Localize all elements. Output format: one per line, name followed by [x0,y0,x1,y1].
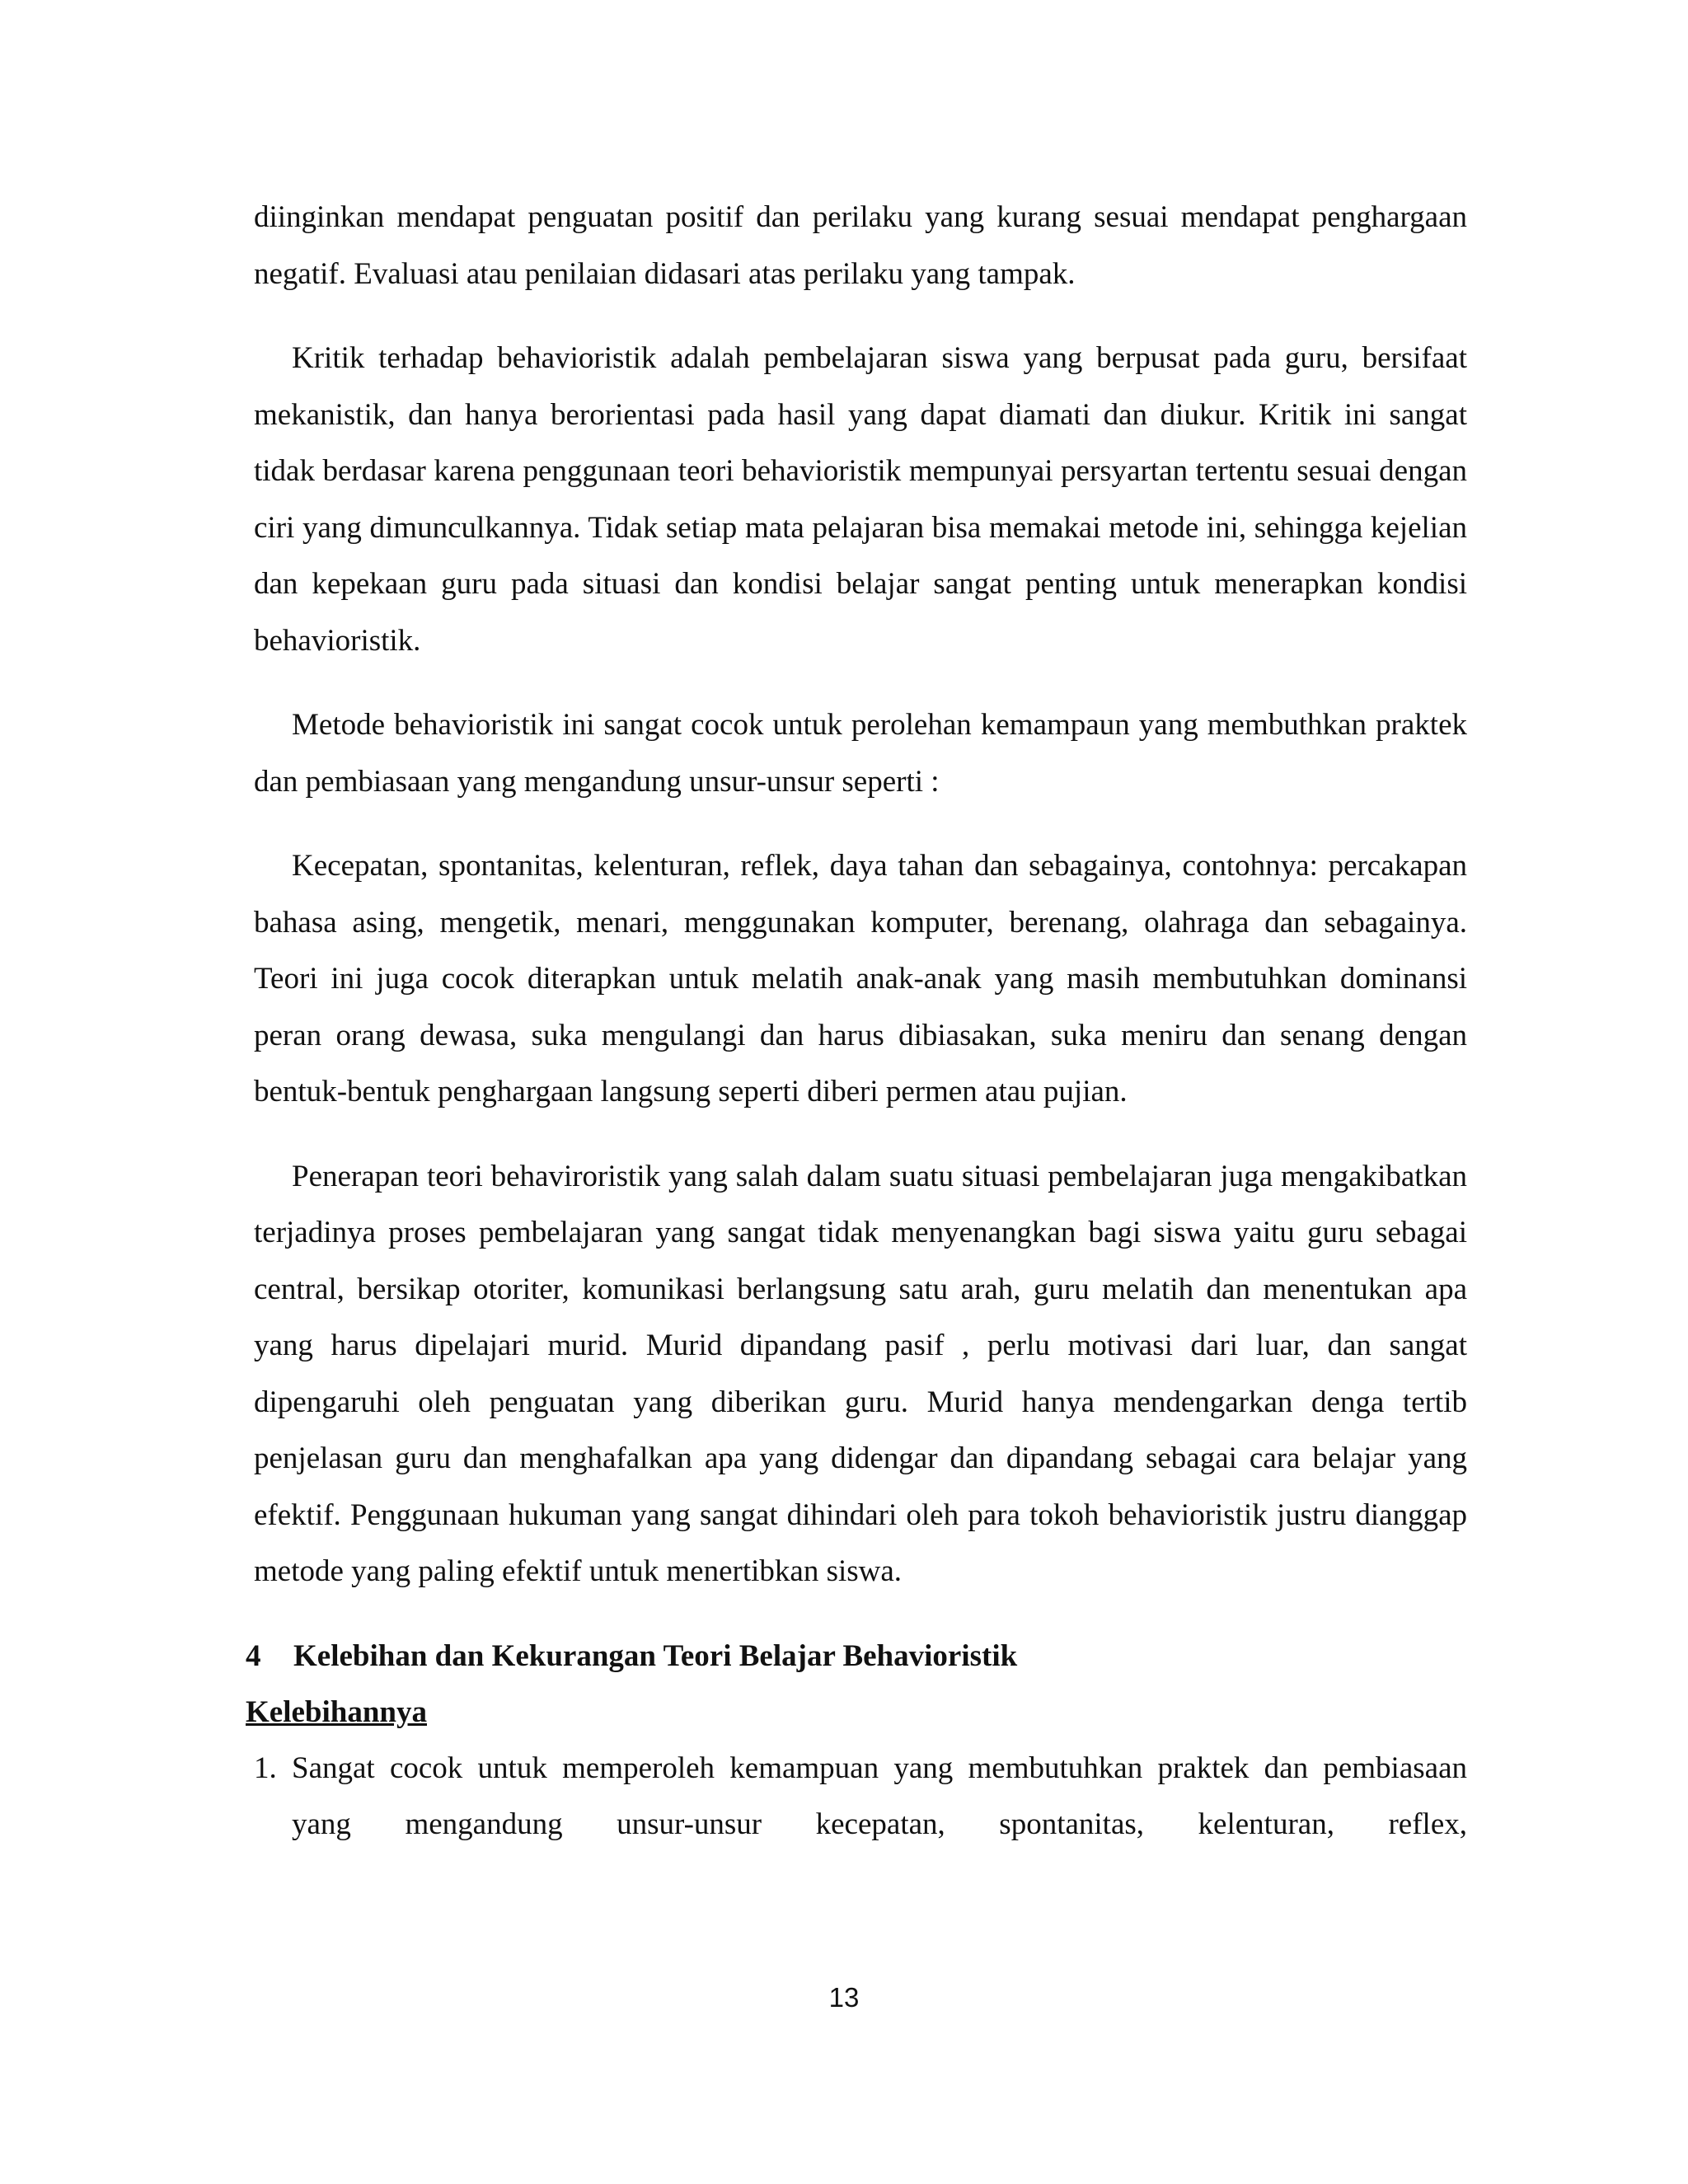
paragraph-penerapan: Penerapan teori behaviroristik yang salah dalam suatu situasi pembelajaran juga mengakibatkan terjadinya proses pembelajaran yang sangat tidak menyenangkan bagi siswa yaitu guru sebagai central, bersikap otoriter, komunikasi berlangsung satu arah, guru melatih dan menentukan apa yang harus dipelajari murid. Murid dipandang pasif , perlu motivasi dari luar, dan sangat dipengaruhi oleh penguatan yang diberikan guru. Murid hanya mendengarkan denga tertib penjelasan guru dan menghafalkan apa yang didengar dan dipandang sebagai cara belajar yang efektif. Penggunaan hukuman yang sangat dihindari oleh para tokoh behavioristik justru dianggap metode yang paling efektif untuk menertibkan siswa. [254,1159,1467,1588]
advantages-list [254,1741,1467,1854]
section-heading [246,1629,1467,1685]
paragraph-continuation: diinginkan mendapat penguatan positif dan perilaku yang kurang sesuai mendapat penghargaan negatif. Evaluasi atau penilaian didasari atas perilaku yang tampak. [254,200,1467,291]
paragraph-metode: Metode behavioristik ini sangat cocok untuk perolehan kemampaun yang membuthkan praktek dan pembiasaan yang mengandung unsur-unsur seperti : [254,708,1467,799]
section-title: Kelebihan dan Kekurangan Teori Belajar Behavioristik [293,1638,1018,1673]
subheading-kelebihan: Kelebihannya [246,1694,427,1729]
paragraph-kecepatan: Kecepatan, spontanitas, kelenturan, reflek, daya tahan dan sebagainya, contohnya: percakapan bahasa asing, mengetik, menari, menggunakan komputer, berenang, olahraga dan sebagainya. Teori ini juga cocok diterapkan untuk melatih anak-anak yang masih membutuhkan dominansi peran orang dewasa, suka mengulangi dan harus dibiasakan, suka meniru dan senang dengan bentuk-bentuk penghargaan langsung seperti diberi permen atau pujian. [254,849,1467,1108]
list-item-text: Sangat cocok untuk memperoleh kemampuan yang membutuhkan praktek dan pembiasaan yang mengandung unsur-unsur kecepatan, spontanitas, kelenturan, reflex, [292,1750,1467,1841]
section-number: 4 [246,1638,261,1673]
page-content [246,190,1467,1854]
list-item [254,1741,1467,1854]
list-item-marker: 1. [254,1750,277,1785]
paragraph-kritik: Kritik terhadap behavioristik adalah pembelajaran siswa yang berpusat pada guru, bersifaat mekanistik, dan hanya berorientasi pada hasil yang dapat diamati dan diukur. Kritik ini sangat tidak berdasar karena penggunaan teori behavioristik mempunyai persyartan tertentu sesuai dengan ciri yang dimunculkannya. Tidak setiap mata pelajaran bisa memakai metode ini, sehingga kejelian dan kepekaan guru pada situasi dan kondisi belajar sangat penting untuk menerapkan kondisi behavioristik. [254,341,1467,658]
page-number: 13 [828,1982,860,2013]
